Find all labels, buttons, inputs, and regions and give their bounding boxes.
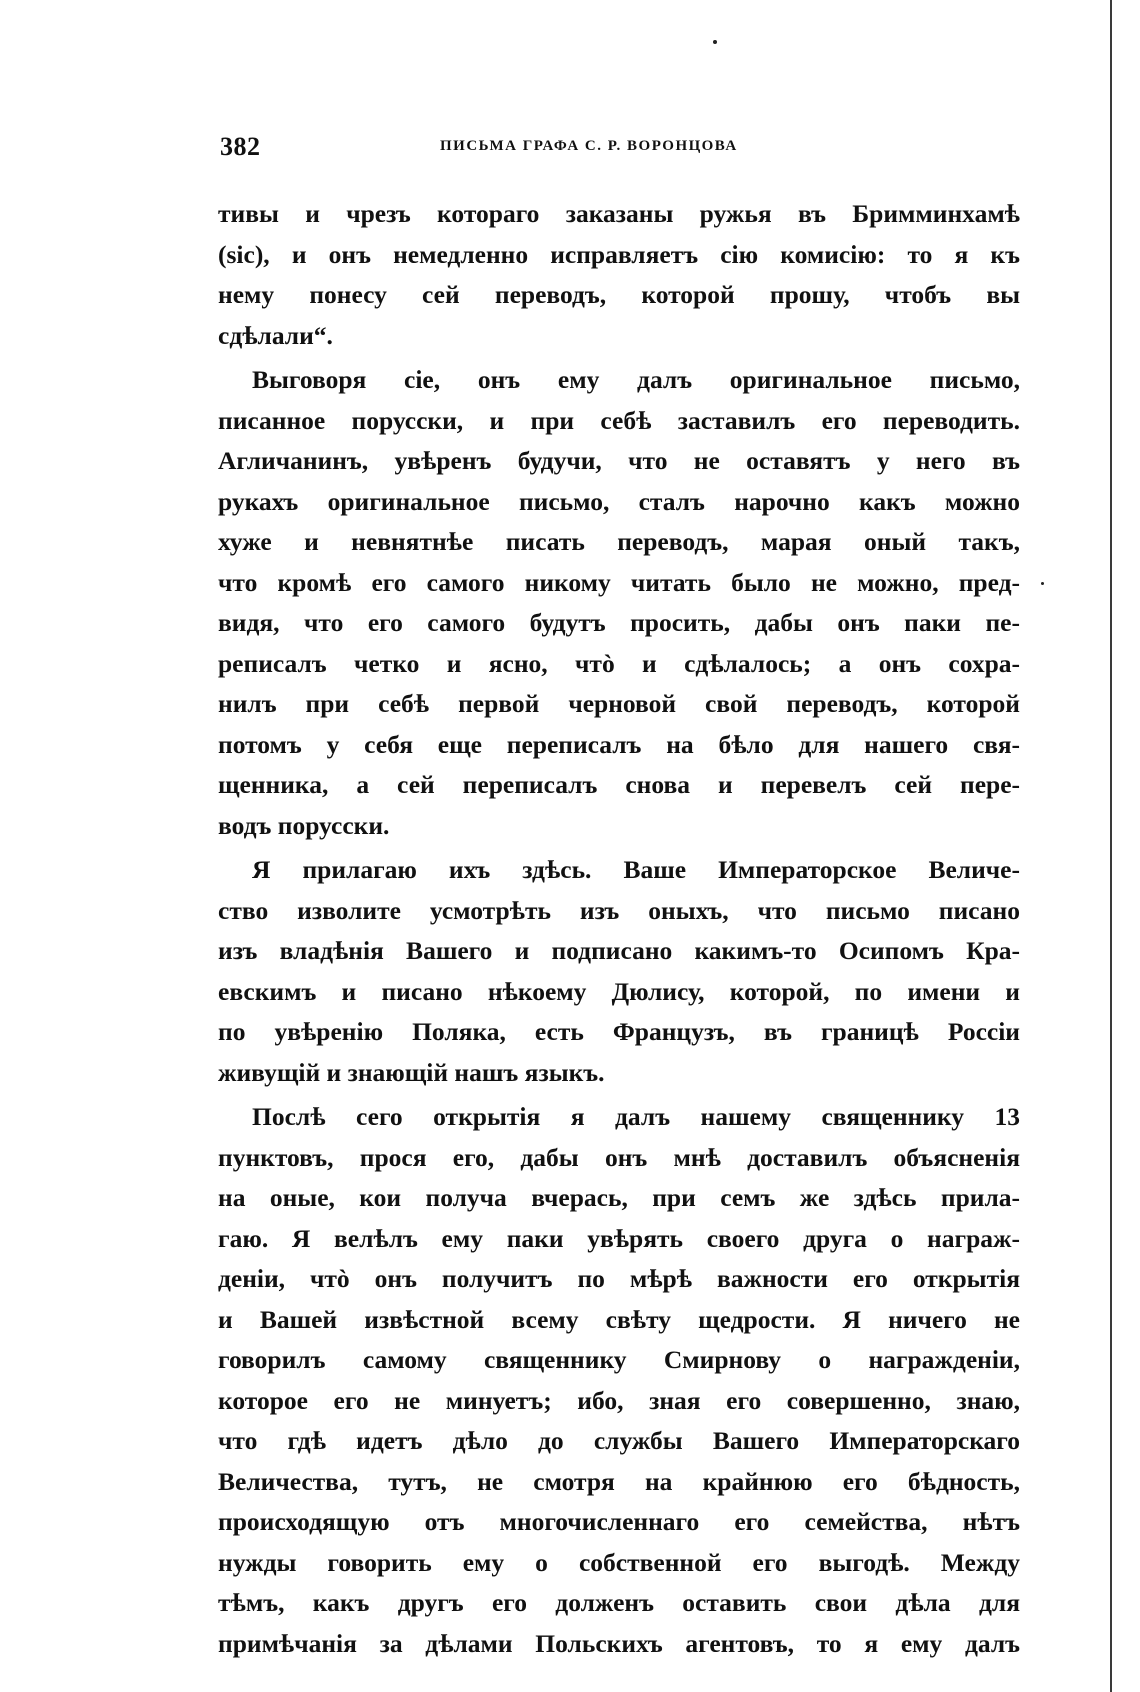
page-header <box>220 132 1020 168</box>
text-line: и Вашей извѣстной всему свѣту щедрости. Я ничего не <box>218 1304 1020 1334</box>
page-number: 382 <box>220 132 261 161</box>
text-line: евскимъ и писано нѣкоему Дюлису, которой, по имени и <box>218 976 1020 1006</box>
binding-edge-line <box>1110 0 1112 1692</box>
text-line: сдѣлали“. <box>218 320 333 350</box>
text-line: водъ порусски. <box>218 810 390 840</box>
text-line: (sic), и онъ немедленно исправляетъ сію комисію: то я къ <box>218 239 1020 269</box>
text-line: потомъ у себя еще переписалъ на бѣло для нашего свя- <box>218 729 1020 759</box>
text-line: щенника, а сей переписалъ снова и перевелъ сей пере- <box>218 770 1020 799</box>
ink-speck <box>713 40 717 44</box>
running-title: ПИСЬМА ГРАФА С. Р. ВОРОНЦОВА <box>440 138 738 154</box>
paragraph <box>218 360 1020 846</box>
text-line: что гдѣ идетъ дѣло до службы Вашего Императорскаго <box>218 1426 1020 1455</box>
text-line: тѣмъ, какъ другъ его долженъ оставить свои дѣла для <box>218 1588 1020 1617</box>
text-line: говорилъ самому священнику Смирнову о награжденіи, <box>218 1345 1020 1374</box>
text-line: нилъ при себѣ первой черновой свой переводъ, которой <box>218 689 1020 718</box>
text-line: Выговоря сіе, онъ ему далъ оригинальное письмо, <box>252 365 1020 394</box>
paragraph <box>218 850 1020 1093</box>
text-line: пунктовъ, прося его, дабы онъ мнѣ доставилъ объясненія <box>218 1142 1020 1172</box>
text-line: что кромѣ его самого никому читать было не можно, пред- <box>218 567 1020 597</box>
text-line: видя, что его самого будутъ просить, дабы онъ паки пе- <box>218 608 1020 637</box>
text-line: деніи, чтò онъ получитъ по мѣрѣ важности его открытія <box>218 1264 1020 1293</box>
text-line: изъ владѣнія Вашего и подписано какимъ-то Осипомъ Кра- <box>218 936 1020 965</box>
text-line: рукахъ оригинальное письмо, сталъ нарочно какъ можно <box>218 486 1020 516</box>
text-line: ство изволите усмотрѣть изъ оныхъ, что письмо писано <box>218 895 1020 925</box>
text-line: гаю. Я велѣлъ ему паки увѣрять своего друга о награж- <box>218 1223 1020 1253</box>
text-line: живущій и знающій нашъ языкъ. <box>218 1057 605 1087</box>
text-line: хуже и невнятнѣе писать переводъ, марая оный такъ, <box>218 527 1020 556</box>
text-line: происходящую отъ многочисленнаго его семейства, нѣтъ <box>218 1507 1020 1536</box>
text-line: реписалъ четко и ясно, чтò и сдѣлалось; а онъ сохра- <box>218 648 1020 678</box>
text-line: которое его не минуетъ; ибо, зная его совершенно, знаю, <box>218 1385 1020 1415</box>
text-line: примѣчанія за дѣлами Польскихъ агентовъ, то я ему далъ <box>218 1628 1020 1658</box>
text-line: Агличанинъ, увѣренъ будучи, что не оставятъ у него въ <box>218 446 1020 475</box>
paragraph <box>218 1097 1020 1664</box>
text-line: Я прилагаю ихъ здѣсь. Ваше Императорское Величе- <box>252 855 1020 884</box>
text-line: нему понесу сей переводъ, которой прошу, чтобъ вы <box>218 280 1020 309</box>
paragraph <box>218 194 1020 356</box>
text-line: Послѣ сего открытія я далъ нашему священнику 13 <box>252 1102 1020 1131</box>
text-line: на оные, кои получа вчерась, при семъ же здѣсь прила- <box>218 1183 1020 1212</box>
text-line: Величества, тутъ, не смотря на крайнюю его бѣдность, <box>218 1466 1020 1496</box>
text-line: тивы и чрезъ котораго заказаны ружья въ Бримминхамѣ <box>218 199 1020 228</box>
text-line: по увѣренію Поляка, есть Французъ, въ границѣ Россіи <box>218 1017 1020 1046</box>
ink-speck <box>1041 582 1044 585</box>
text-line: писанное порусски, и при себѣ заставилъ его переводить. <box>218 405 1020 435</box>
text-line: нужды говорить ему о собственной его выгодѣ. Между <box>218 1547 1020 1577</box>
body-text <box>218 194 1020 1664</box>
